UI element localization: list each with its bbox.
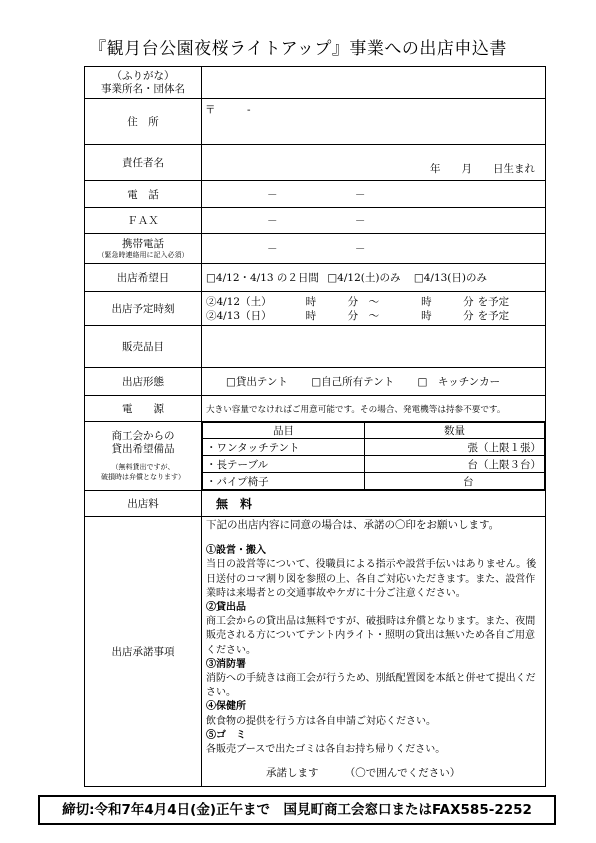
rental-label-1: 商工会からの: [111, 430, 175, 442]
address-field[interactable]: [202, 99, 546, 145]
postal-mark: 〒 -: [205, 104, 251, 116]
power-text: 大きい容量でなければご用意可能です。その場合、発電機等は持参不要です。: [202, 396, 546, 422]
address-label: 住 所: [85, 99, 202, 145]
mobile-field[interactable]: － －: [202, 234, 546, 264]
rental-note-2: 破損時は弁償となります）: [101, 473, 185, 481]
form-option-kitchen-car[interactable]: □ キッチンカー: [417, 376, 501, 388]
row-date: [85, 264, 546, 292]
fax-field[interactable]: － －: [202, 208, 546, 234]
form-field[interactable]: [202, 368, 546, 396]
rental-head-qty: 数量: [365, 423, 545, 439]
row-fee: [85, 491, 546, 517]
consent-label: 出店承諾事項: [85, 517, 202, 787]
rental-row-table: ・長テーブル 台（上限３台）: [203, 456, 545, 473]
consent-sign[interactable]: 承諾します （〇で囲んでください）: [266, 767, 461, 780]
row-address: [85, 99, 546, 145]
row-rental: [85, 422, 546, 491]
name-label: 事業所名・団体名: [101, 82, 185, 95]
row-name: [85, 67, 546, 99]
deadline-footer: 締切:令和7年4月4日(金)正午まで 国見町商工会窓口またはFAX585-2252: [38, 795, 556, 825]
goods-label: 販売品目: [85, 326, 202, 368]
rental-table: [202, 422, 545, 490]
application-form: [84, 66, 546, 787]
row-consent: [85, 517, 546, 787]
mobile-label: 携帯電話: [122, 237, 164, 250]
row-form: [85, 368, 546, 396]
mobile-note: （緊急時連絡用に記入必須）: [97, 250, 189, 259]
fee-value: 無 料: [202, 491, 546, 517]
birth-text: 年 月 日生まれ: [430, 163, 535, 175]
fee-label: 出店料: [85, 491, 202, 517]
consent-intro: 下記の出店内容に同意の場合は、承諾の〇印をお願いします。: [206, 519, 500, 531]
rental-row-chair: ・パイプ椅子 台: [203, 473, 545, 490]
page-title: 『観月台公園夜桜ライトアップ』事業への出店申込書: [89, 39, 507, 59]
name-field[interactable]: [202, 67, 546, 99]
row-fax: [85, 208, 546, 234]
row-mobile: [85, 234, 546, 264]
rental-head-item: 品目: [203, 423, 365, 439]
time-field[interactable]: ②4/12（土） 時 分 ～ 時 分 を予定 ②4/13（日） 時 分 ～ 時 分 を予定: [202, 292, 546, 326]
rental-row-tent: ・ワンタッチテント 張（上限１張）: [203, 439, 545, 456]
goods-field[interactable]: [202, 326, 546, 368]
name-kana-label: （ふりがな）: [111, 69, 175, 82]
form-label: 出店形態: [85, 368, 202, 396]
row-power: [85, 396, 546, 422]
power-label: 電 源: [85, 396, 202, 422]
manager-label: 責任者名: [85, 145, 202, 181]
rental-label-2: 貸出希望備品: [111, 443, 175, 455]
date-label: 出店希望日: [85, 264, 202, 292]
form-option-rental-tent[interactable]: □貸出テント: [226, 376, 288, 388]
manager-field[interactable]: [202, 145, 546, 181]
row-phone: [85, 181, 546, 208]
date-option-both[interactable]: □4/12・4/13 の２日間: [206, 272, 319, 284]
fax-label: ＦＡＸ: [85, 208, 202, 234]
consent-rules: 下記の出店内容に同意の場合は、承諾の〇印をお願いします。 ①設営・搬入 当日の設営等について、役職員による指示や設営手伝いはありません。後日送付のコマ割り図を参照の上、各自ご対応いただきます。また、設営作業時は来場者との交通事故やケガに十分ご注意ください。 ②貸出品 商工会からの貸出品は無料ですが、破損時は弁償となります。また、夜間販売される方についてテント内ライト・照明の貸出は無いため各自ご用意ください。 ③消防署 消防への手続きは商工会が行うため、別紙配置図を本紙と併せて提出ください。 ④保健所 飲食物の提供を行う方は各自申請ご対応ください。 ⑤ゴ ミ 各販売ブースで出たゴミは各自お持ち帰りください。: [206, 518, 541, 757]
row-time: [85, 292, 546, 326]
row-manager: [85, 145, 546, 181]
time-label: 出店予定時刻: [85, 292, 202, 326]
date-option-sun[interactable]: □4/13(日)のみ: [413, 272, 488, 284]
date-option-sat[interactable]: □4/12(土)のみ: [327, 272, 401, 284]
rental-note-1: （無料貸出ですが、: [111, 463, 175, 471]
phone-field[interactable]: － －: [202, 181, 546, 208]
form-option-own-tent[interactable]: □自己所有テント: [311, 376, 395, 388]
date-field[interactable]: [202, 264, 546, 292]
row-goods: [85, 326, 546, 368]
phone-label: 電 話: [85, 181, 202, 208]
